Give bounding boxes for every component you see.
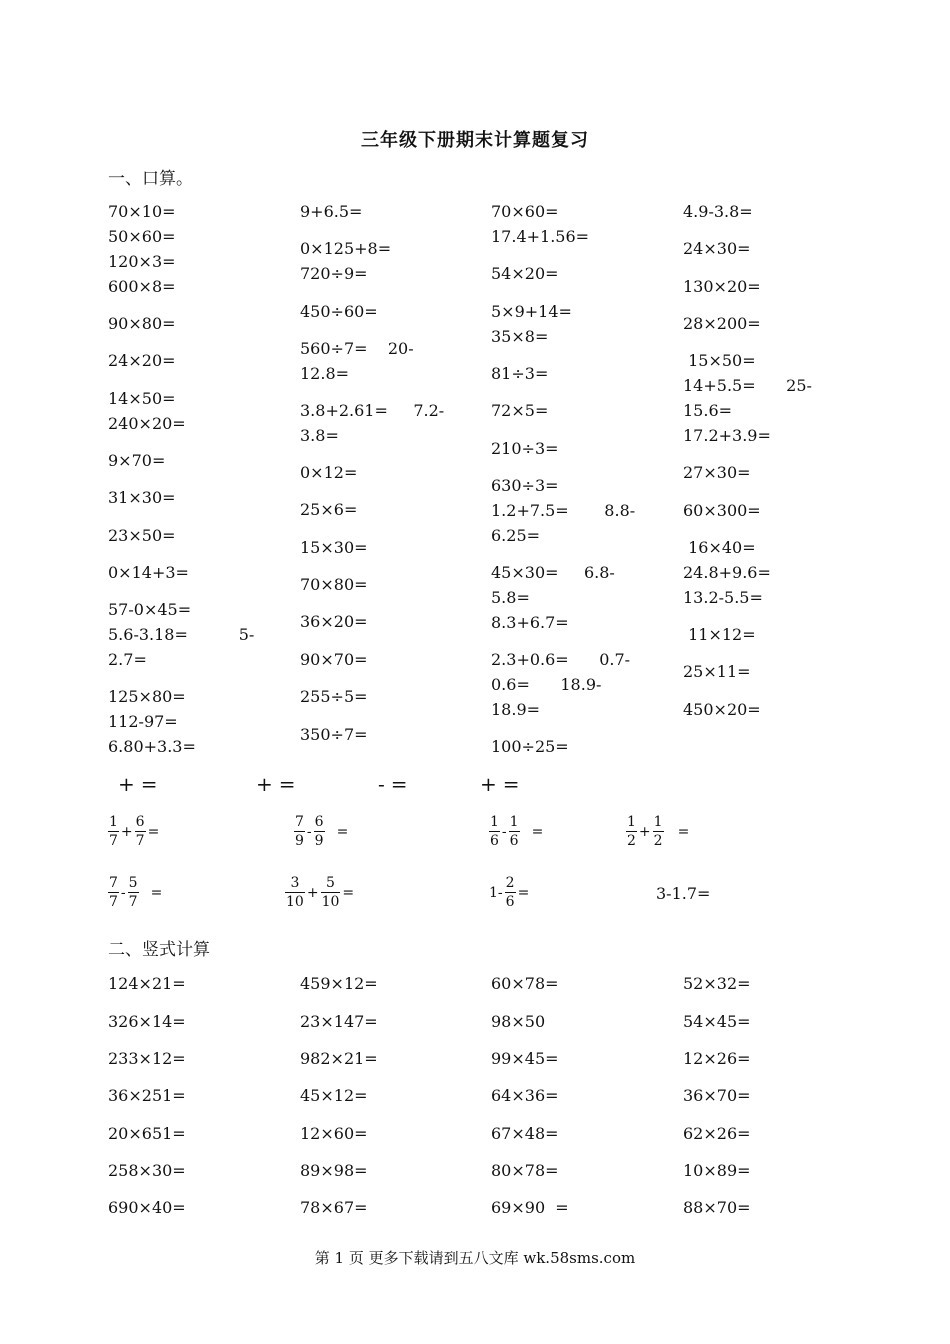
denominator: 9 [295,833,304,849]
numerator: 1 [109,814,118,830]
vertical-item: 64×36= [491,1086,559,1105]
oral-item: 112-97= [108,712,178,731]
vertical-item: 69×90 = [491,1198,569,1217]
vertical-item: 12×60= [300,1124,368,1143]
denominator: 7 [135,833,145,849]
operator-symbols: -= [378,772,414,796]
operator: - [306,823,312,840]
equals-sign: = [531,823,544,840]
oral-item: 100÷25= [491,737,569,756]
oral-item: 130×20= [683,277,761,296]
oral-item: 0×125+8= [300,239,392,258]
oral-item: 600×8= [108,277,176,296]
denominator: 7 [128,894,138,910]
oral-item: 255÷5= [300,687,368,706]
numerator: 6 [135,814,145,830]
oral-item: 560÷7= 20- [300,339,414,358]
fraction [653,813,664,850]
oral-item: 6.25= [491,526,541,545]
vertical-item: 982×21= [300,1049,378,1068]
denominator: 7 [109,833,118,849]
fraction-expression [294,813,350,850]
page-title: 三年级下册期末计算题复习 [361,130,589,151]
denominator: 7 [109,894,118,910]
oral-item: 210÷3= [491,439,559,458]
vertical-item: 10×89= [683,1161,751,1180]
oral-item: 2.3+0.6= 0.7- [491,650,631,669]
numerator: 5 [321,874,341,893]
oral-item: 15×50= [683,351,756,370]
oral-item: 13.2-5.5= [683,588,763,607]
vertical-item: 459×12= [300,974,378,993]
oral-item: 60×300= [683,501,761,520]
page-footer: 第 1 页 更多下载请到五八文库 wk.58sms.com [314,1249,636,1267]
vertical-item: 326×14= [108,1012,186,1031]
vertical-item: 88×70= [683,1198,751,1217]
oral-item: 15×30= [300,538,368,557]
equals-sign: = [677,823,690,840]
denominator: 6 [509,833,519,849]
denominator: 2 [627,833,636,849]
oral-item: 36×20= [300,612,368,631]
fraction [128,874,139,911]
numerator: 7 [295,814,304,830]
numerator: 1 [509,814,519,830]
equals-sign: = [150,884,163,901]
vertical-item: 98×50 [491,1012,546,1031]
oral-item: 8.3+6.7= [491,613,569,632]
vertical-item: 690×40= [108,1198,186,1217]
fraction [321,874,341,911]
fraction-expression [285,874,356,911]
numerator: 1 [653,814,663,830]
numerator: 5 [128,875,138,891]
oral-item: 24×20= [108,351,176,370]
oral-item: 23×50= [108,526,176,545]
fraction [108,874,119,911]
oral-item: 57-0×45= [108,600,192,619]
vertical-item: 36×251= [108,1086,186,1105]
vertical-item: 78×67= [300,1198,368,1217]
oral-item: 1.2+7.5= 8.8- [491,501,636,520]
oral-item: 5.6-3.18= 5- [108,625,255,644]
vertical-item: 36×70= [683,1086,751,1105]
oral-item: 3.8= [300,426,339,445]
vertical-item: 60×78= [491,974,559,993]
denominator: 10 [286,894,304,910]
oral-item: 25×11= [683,662,751,681]
fraction [489,813,500,850]
fraction-expression [487,874,531,911]
oral-item: 5.8= [491,588,530,607]
fraction [626,813,637,850]
denominator: 6 [505,894,515,910]
oral-item: 50×60= [108,227,176,246]
oral-item: 11×12= [683,625,756,644]
numerator: 1 [627,814,636,830]
operator: + [306,884,319,901]
fraction-expression [108,813,161,850]
oral-item: 9+6.5= [300,202,363,221]
oral-item: 24.8+9.6= [683,563,771,582]
oral-item: 25×6= [300,500,358,519]
vertical-item: 80×78= [491,1161,559,1180]
oral-item: 16×40= [683,538,756,557]
vertical-item: 62×26= [683,1124,751,1143]
oral-item: 81÷3= [491,364,549,383]
equals-sign: = [336,823,349,840]
fraction [505,874,516,911]
section-heading-oral: 一、口算。 [108,169,193,189]
denominator: 9 [314,833,324,849]
fraction [509,813,520,850]
numerator: 3 [285,874,305,893]
oral-item: 24×30= [683,239,751,258]
oral-item: 18.9= [491,700,541,719]
operator: + [638,823,651,840]
vertical-item: 233×12= [108,1049,186,1068]
section-heading-vertical: 二、竖式计算 [108,940,210,960]
fraction-expression [489,813,545,850]
denominator: 6 [490,833,499,849]
oral-item: 14+5.5= 25- [683,376,812,395]
oral-item: 14×50= [108,389,176,408]
vertical-item: 12×26= [683,1049,751,1068]
fraction [294,813,305,850]
vertical-item: 89×98= [300,1161,368,1180]
oral-item: 125×80= [108,687,186,706]
numerator: 6 [314,814,324,830]
fraction [285,874,305,911]
equals-sign: = [147,823,160,840]
fraction [314,813,325,850]
fraction-expression [108,874,164,911]
oral-item: 45×30= 6.8- [491,563,615,582]
oral-item: 450÷60= [300,302,378,321]
oral-item: 630÷3= [491,476,559,495]
vertical-item: 258×30= [108,1161,186,1180]
numerator: 1 [490,814,499,830]
operator-symbols: += [480,772,526,796]
oral-item: 31×30= [108,488,176,507]
vertical-item: 99×45= [491,1049,559,1068]
oral-item: 27×30= [683,463,751,482]
numerator: 2 [505,875,515,891]
oral-item: 350÷7= [300,725,368,744]
oral-item: 3-1.7= [656,884,711,903]
oral-item: 5×9+14= [491,302,572,321]
operator-symbols: += [118,772,164,796]
fraction-expression [626,813,691,850]
vertical-item: 23×147= [300,1012,378,1031]
vertical-item: 45×12= [300,1086,368,1105]
vertical-item: 54×45= [683,1012,751,1031]
vertical-item: 124×21= [108,974,186,993]
oral-item: 17.4+1.56= [491,227,590,246]
denominator: 2 [653,833,663,849]
vertical-item: 20×651= [108,1124,186,1143]
oral-item: 70×80= [300,575,368,594]
vertical-item: 67×48= [491,1124,559,1143]
oral-item: 240×20= [108,414,186,433]
oral-item: 28×200= [683,314,761,333]
equals-sign: = [517,884,530,901]
oral-item: 0×12= [300,463,358,482]
fraction [108,813,119,850]
oral-item: 70×10= [108,202,176,221]
oral-item: 72×5= [491,401,549,420]
oral-item: 12.8= [300,364,350,383]
oral-item: 2.7= [108,650,147,669]
oral-item: 70×60= [491,202,559,221]
oral-item: 15.6= [683,401,733,420]
oral-item: 0×14+3= [108,563,189,582]
oral-item: 3.8+2.61= 7.2- [300,401,445,420]
whole-number-minus: 1- [489,884,503,901]
oral-item: 90×70= [300,650,368,669]
oral-item: 4.9-3.8= [683,202,753,221]
vertical-item: 52×32= [683,974,751,993]
oral-item: 450×20= [683,700,761,719]
oral-item: 35×8= [491,327,549,346]
equals-sign: = [342,884,355,901]
oral-item: 0.6= 18.9- [491,675,602,694]
oral-item: 90×80= [108,314,176,333]
oral-item: 9×70= [108,451,166,470]
operator: - [120,884,126,901]
numerator: 7 [109,875,118,891]
oral-item: 54×20= [491,264,559,283]
operator: - [501,823,507,840]
oral-item: 120×3= [108,252,176,271]
oral-item: 6.80+3.3= [108,737,196,756]
operator-symbols: += [256,772,302,796]
denominator: 10 [321,894,340,910]
fraction [135,813,146,850]
oral-item: 17.2+3.9= [683,426,771,445]
oral-item: 720÷9= [300,264,368,283]
operator: + [120,823,133,840]
